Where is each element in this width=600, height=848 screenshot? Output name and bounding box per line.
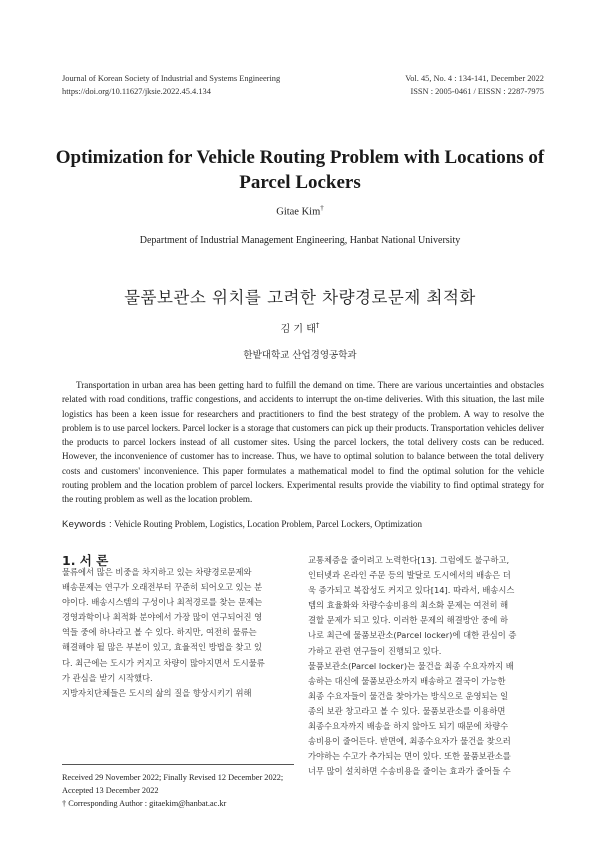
text-line: 종의 보관 창고라고 볼 수 있다. 물품보관소를 이용하면	[308, 705, 506, 716]
text-line: 송하는 대신에 물품보관소까지 배송하고 결국이 가능한	[308, 675, 506, 686]
author-ko	[0, 320, 600, 335]
text-line: 인터넷과 온라인 주문 등의 발달로 도시에서의 배송은 더	[308, 570, 511, 581]
text-line: 가야하는 수고가 추가되는 면이 있다. 또한 물품보관소를	[308, 751, 511, 762]
journal-header-left	[62, 72, 280, 98]
body-column-right	[308, 553, 544, 779]
text-line: 템의 효율화와 차량수송비용의 최소화 문제는 여전히 해	[308, 600, 509, 611]
journal-header-right	[405, 72, 544, 98]
text-line: 해결해야 될 많은 부분이 있고, 효율적인 방법을 찾고 있	[62, 642, 263, 653]
corresponding-author: † Corresponding Author : gitaekim@hanbat.ac.kr	[62, 799, 227, 808]
section-heading-introduction: 1. 서 론	[62, 553, 109, 568]
affiliation-en: Department of Industrial Management Engineering, Hanbat National University	[139, 235, 461, 246]
paper-title-en	[40, 145, 560, 195]
doi-link[interactable]: https://doi.org/10.11627/jksie.2022.45.4.134	[62, 87, 211, 96]
text-line: 나로 최근에 물품보관소(Parcel locker)에 대한 관심이 증	[308, 630, 517, 641]
keywords	[62, 519, 552, 530]
text-line: 욱 증가되고 복잡성도 커지고 있다[14]. 따라서, 배송시스	[308, 585, 515, 596]
affiliation-ko: 한밭대학교 산업경영공학과	[243, 350, 357, 361]
volume-info: Vol. 45, No. 4 : 134-141, December 2022	[405, 74, 544, 83]
corresponding-mark: †	[320, 204, 324, 212]
author-en-name: Gitae Kim	[276, 206, 321, 218]
text-line: 배송문제는 연구가 오래전부터 꾸준히 되어오고 있는 분	[62, 582, 263, 593]
paper-title-ko: 물품보관소 위치를 고려한 차량경로문제 최적화	[124, 288, 476, 307]
footnotes	[62, 771, 302, 810]
text-line: 야이다. 배송시스템의 구성이나 최적경로를 찾는 문제는	[62, 597, 263, 608]
text-line: 물품보관소(Parcel locker)는 물건을 최종 수요자까지 배	[308, 660, 514, 671]
text-line: 최종수요자까지 배송을 하지 않아도 되기 때문에 차량수	[308, 721, 509, 732]
text-line: 너무 많이 설치하면 수송비용을 줄이는 효과가 줄어들 수	[308, 766, 511, 777]
text-line: 최종 수요자들이 물건을 찾아가는 방식으로 운영되는 일	[308, 690, 509, 701]
author-ko-name: 김 기 태	[280, 324, 316, 335]
abstract: Transportation in urban area has been getting hard to fulfill the demand on time. There are various uncertainties and obstacles related with road conditions, traffic congestions, and accidents to interrupt the on-time deliveries. With this situation, the last mile logistics has been a keen issue for researchers and practitioners to find the best strategy of the problem. A way to resolve the problem is to use parcel lockers. Parcel locker is a storage that customers can pick up their products. Transportation vehicles deliver the products to parcel lockers instead of all customer sites. Using the parcel lockers, the total delivery costs can be reduced. However, the inconvenience of customer has to increase. Thus, we have to optimal solution to balance between the total delivery costs and customers' inconvenience. This paper formulates a mathematical model to find the optimal solution for the vehicle routing problem and the location problem of parcel lockers. Experimental results provide the viability to find optimal strategy for the routing problem as well as the location problem.	[62, 380, 544, 505]
accepted-date: Accepted 13 December 2022	[62, 786, 159, 795]
text-line: 결할 문제가 되고 있다. 이러한 문제의 해결방안 중에 하	[308, 615, 509, 626]
text-line: 가 관심을 받기 시작했다.	[62, 672, 153, 683]
received-date: Received 29 November 2022; Finally Revised 12 December 2022;	[62, 773, 284, 782]
text-line: 물류에서 많은 비중을 차지하고 있는 차량경로문제와	[62, 567, 252, 577]
keywords-label: Keywords :	[62, 519, 112, 530]
corresponding-mark-ko: †	[315, 321, 320, 330]
text-line: 지방자치단체들은 도시의 삶의 질을 향상시키기 위해	[62, 687, 252, 698]
text-line: 경영과학이나 최적화 분야에서 가장 많이 연구되어진 영	[62, 612, 263, 623]
issn-info: ISSN : 2005-0461 / EISSN : 2287-7975	[410, 87, 544, 96]
journal-name: Journal of Korean Society of Industrial and Systems Engineering	[62, 74, 281, 83]
title-en-line2: Parcel Lockers	[239, 172, 361, 193]
body-column-left	[62, 565, 294, 701]
title-en-line1: Optimization for Vehicle Routing Problem with Locations of	[55, 147, 545, 168]
keywords-list: Vehicle Routing Problem, Logistics, Location Problem, Parcel Lockers, Optimization	[114, 519, 423, 529]
text-line: 가하고 관련 연구들이 진행되고 있다.	[308, 645, 442, 656]
text-line: 다. 최근에는 도시가 커지고 차량이 많아지면서 도시물류	[62, 657, 265, 668]
text-line: 역들 중에 하나라고 볼 수 있다. 하지만, 여전히 물류는	[62, 627, 257, 638]
author-en	[0, 204, 600, 218]
text-line: 교통체증을 줄이려고 노력한다[13]. 그럼에도 불구하고,	[308, 555, 510, 565]
text-line: 송비용이 줄어든다. 반면에, 최종수요자가 물건을 찾으러	[308, 736, 511, 747]
footnote-divider	[62, 764, 294, 765]
